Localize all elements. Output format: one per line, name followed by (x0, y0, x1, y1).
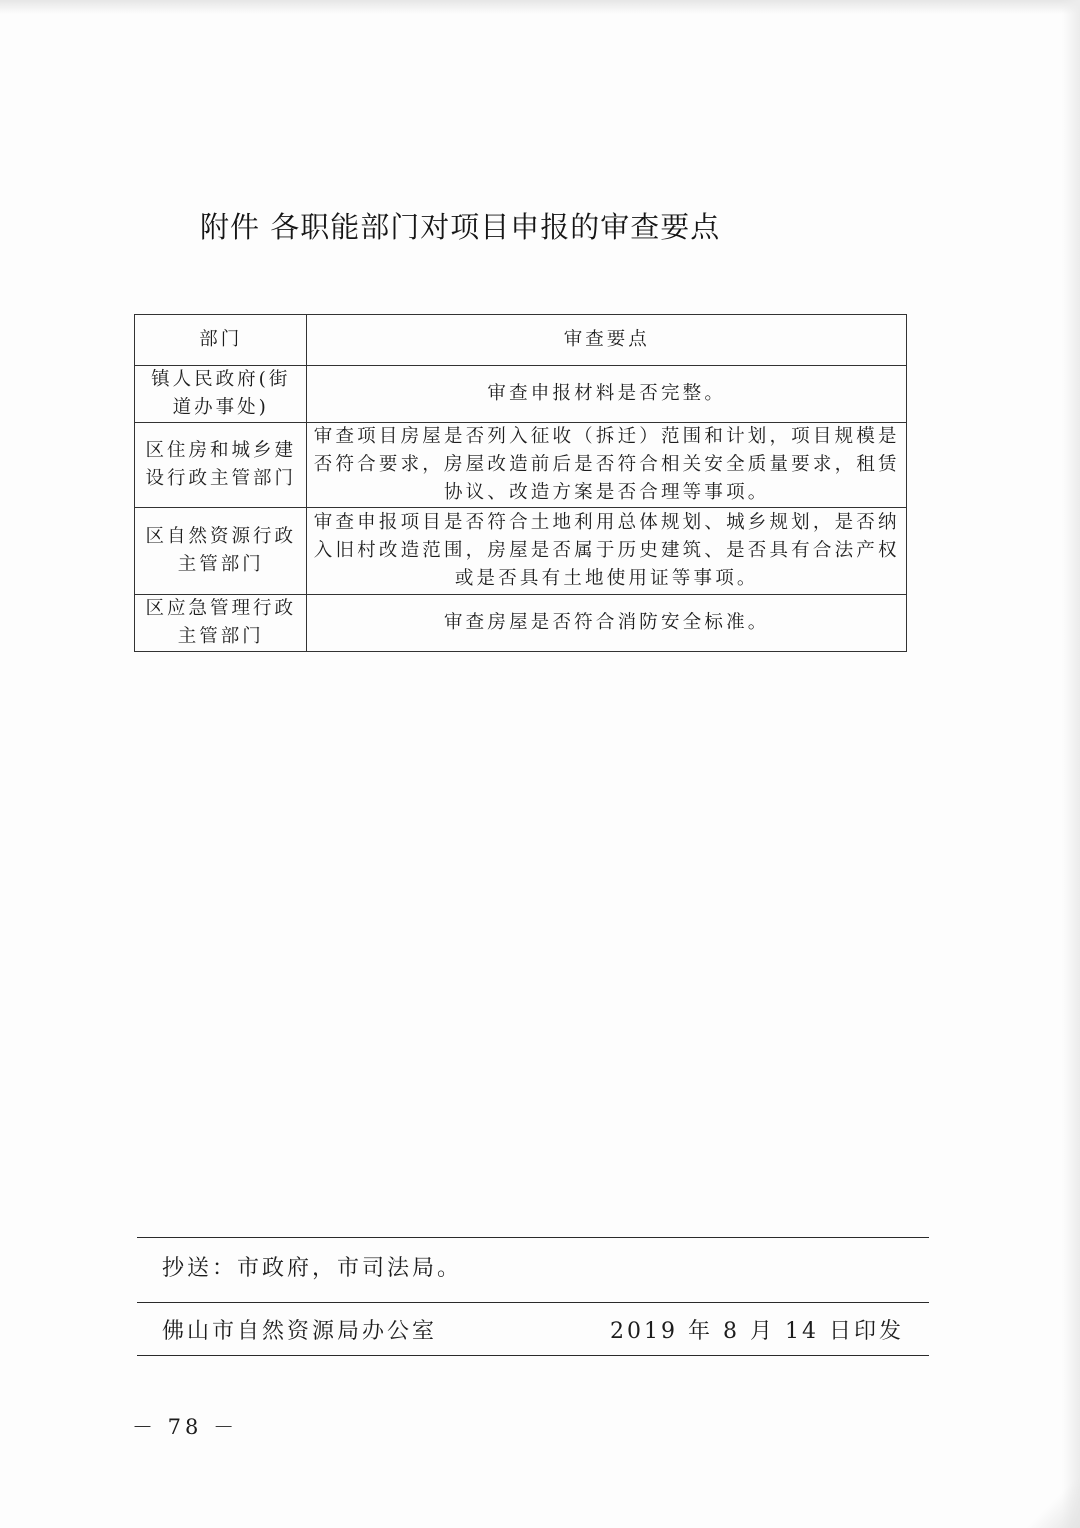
issue-date: 2019 年 8 月 14 日印发 (610, 1319, 904, 1344)
footer-rule-bottom (137, 1355, 929, 1356)
table-row (135, 595, 907, 652)
footer-rule-top (137, 1237, 929, 1238)
header-department: 部门 (135, 315, 307, 366)
table-row (135, 508, 907, 595)
header-review-points: 审查要点 (307, 315, 907, 366)
cc-recipients: 抄送：市政府，市司法局。 (162, 1256, 463, 1281)
issuing-office: 佛山市自然资源局办公室 (162, 1319, 438, 1344)
table-row (135, 423, 907, 508)
department-cell: 区住房和城乡建设行政主管部门 (135, 423, 307, 508)
page-number: － 78 － (132, 1415, 239, 1439)
review-points-cell: 审查申报材料是否完整。 (307, 366, 907, 423)
page-right-edge (1062, 0, 1080, 1528)
review-points-cell: 审查房屋是否符合消防安全标准。 (307, 595, 907, 652)
table-row (135, 366, 907, 423)
department-cell: 区自然资源行政主管部门 (135, 508, 307, 595)
department-cell: 镇人民政府(街道办事处) (135, 366, 307, 423)
department-cell: 区应急管理行政主管部门 (135, 595, 307, 652)
footer-rule-middle (137, 1302, 929, 1303)
table-header-row (135, 315, 907, 366)
page-top-edge (0, 0, 1080, 14)
page-corner-curl (1020, 1468, 1080, 1528)
review-points-cell: 审查项目房屋是否列入征收（拆迁）范围和计划，项目规模是否符合要求，房屋改造前后是否符合相关安全质量要求，租赁协议、改造方案是否合理等事项。 (307, 423, 907, 508)
review-points-cell: 审查申报项目是否符合土地利用总体规划、城乡规划，是否纳入旧村改造范围，房屋是否属于历史建筑、是否具有合法产权或是否具有土地使用证等事项。 (307, 508, 907, 595)
page-title: 附件 各职能部门对项目申报的审查要点 (200, 210, 721, 244)
review-points-table (134, 314, 907, 652)
